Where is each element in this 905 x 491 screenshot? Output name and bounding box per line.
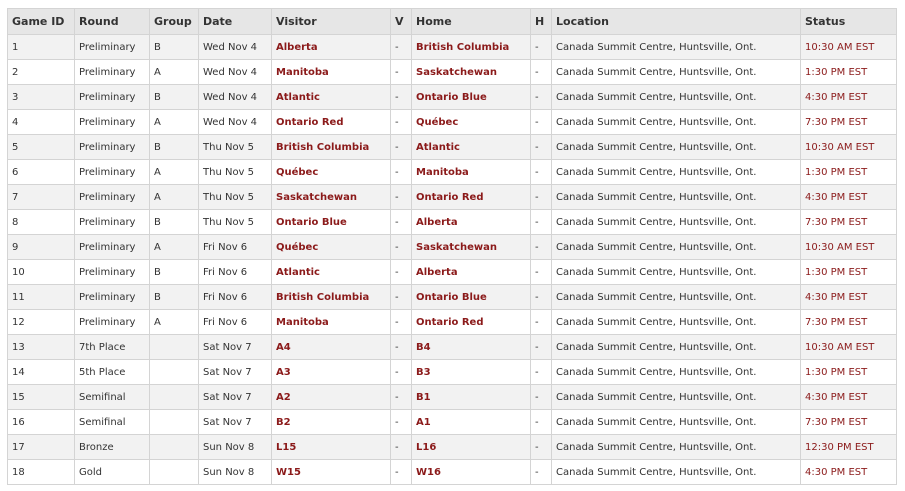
cell-location: Canada Summit Centre, Huntsville, Ont. (552, 285, 801, 310)
home-team-link[interactable]: Québec (412, 110, 531, 135)
visitor-team-link[interactable]: British Columbia (272, 285, 391, 310)
table-row (8, 85, 897, 110)
visitor-team-link[interactable]: Manitoba (272, 60, 391, 85)
cell-date: Fri Nov 6 (199, 260, 272, 285)
cell-round: 7th Place (75, 335, 150, 360)
home-team-link[interactable]: Atlantic (412, 135, 531, 160)
cell-date: Sun Nov 8 (199, 460, 272, 485)
cell-visitor-score: - (391, 360, 412, 385)
cell-game-id: 1 (8, 35, 75, 60)
cell-location: Canada Summit Centre, Huntsville, Ont. (552, 310, 801, 335)
cell-date: Wed Nov 4 (199, 35, 272, 60)
table-row (8, 260, 897, 285)
cell-date: Sat Nov 7 (199, 385, 272, 410)
cell-group: A (150, 110, 199, 135)
cell-round: Preliminary (75, 185, 150, 210)
cell-status: 7:30 PM EST (801, 310, 897, 335)
cell-visitor-score: - (391, 60, 412, 85)
cell-date: Wed Nov 4 (199, 60, 272, 85)
cell-visitor-score: - (391, 435, 412, 460)
cell-location: Canada Summit Centre, Huntsville, Ont. (552, 185, 801, 210)
header-date[interactable]: Date (199, 9, 272, 35)
table-row (8, 235, 897, 260)
visitor-team-link[interactable]: Alberta (272, 35, 391, 60)
cell-location: Canada Summit Centre, Huntsville, Ont. (552, 160, 801, 185)
home-team-link[interactable]: W16 (412, 460, 531, 485)
cell-date: Fri Nov 6 (199, 310, 272, 335)
cell-date: Wed Nov 4 (199, 85, 272, 110)
schedule-table (7, 8, 897, 485)
cell-status: 4:30 PM EST (801, 385, 897, 410)
cell-game-id: 5 (8, 135, 75, 160)
cell-round: Preliminary (75, 35, 150, 60)
cell-game-id: 12 (8, 310, 75, 335)
table-row (8, 410, 897, 435)
cell-game-id: 6 (8, 160, 75, 185)
header-visitor-score[interactable]: V (391, 9, 412, 35)
cell-status: 4:30 PM EST (801, 285, 897, 310)
cell-visitor-score: - (391, 135, 412, 160)
cell-home-score: - (531, 35, 552, 60)
visitor-team-link[interactable]: Québec (272, 235, 391, 260)
cell-status: 10:30 AM EST (801, 35, 897, 60)
cell-visitor-score: - (391, 235, 412, 260)
table-row (8, 135, 897, 160)
cell-group: A (150, 310, 199, 335)
cell-home-score: - (531, 410, 552, 435)
table-row (8, 385, 897, 410)
cell-game-id: 7 (8, 185, 75, 210)
cell-home-score: - (531, 260, 552, 285)
cell-location: Canada Summit Centre, Huntsville, Ont. (552, 385, 801, 410)
cell-game-id: 15 (8, 385, 75, 410)
cell-round: Preliminary (75, 260, 150, 285)
cell-visitor-score: - (391, 210, 412, 235)
visitor-team-link[interactable]: Québec (272, 160, 391, 185)
cell-home-score: - (531, 110, 552, 135)
cell-visitor-score: - (391, 110, 412, 135)
cell-group (150, 360, 199, 385)
cell-visitor-score: - (391, 460, 412, 485)
header-round[interactable]: Round (75, 9, 150, 35)
table-body (8, 35, 897, 485)
home-team-link[interactable]: Saskatchewan (412, 60, 531, 85)
cell-home-score: - (531, 460, 552, 485)
cell-group: A (150, 185, 199, 210)
cell-group (150, 410, 199, 435)
table-row (8, 335, 897, 360)
visitor-team-link[interactable]: A2 (272, 385, 391, 410)
cell-group: B (150, 260, 199, 285)
cell-game-id: 18 (8, 460, 75, 485)
cell-location: Canada Summit Centre, Huntsville, Ont. (552, 335, 801, 360)
cell-round: Gold (75, 460, 150, 485)
cell-status: 1:30 PM EST (801, 360, 897, 385)
cell-location: Canada Summit Centre, Huntsville, Ont. (552, 460, 801, 485)
home-team-link[interactable]: B4 (412, 335, 531, 360)
visitor-team-link[interactable]: British Columbia (272, 135, 391, 160)
table-row (8, 435, 897, 460)
cell-status: 1:30 PM EST (801, 160, 897, 185)
cell-date: Sat Nov 7 (199, 360, 272, 385)
cell-round: Preliminary (75, 310, 150, 335)
cell-game-id: 3 (8, 85, 75, 110)
table-row (8, 185, 897, 210)
table-row (8, 310, 897, 335)
cell-status: 7:30 PM EST (801, 410, 897, 435)
cell-game-id: 14 (8, 360, 75, 385)
home-team-link[interactable]: Ontario Red (412, 310, 531, 335)
visitor-team-link[interactable]: L15 (272, 435, 391, 460)
cell-group: B (150, 35, 199, 60)
cell-location: Canada Summit Centre, Huntsville, Ont. (552, 210, 801, 235)
table-row (8, 160, 897, 185)
cell-visitor-score: - (391, 335, 412, 360)
home-team-link[interactable]: Alberta (412, 210, 531, 235)
cell-status: 1:30 PM EST (801, 60, 897, 85)
cell-home-score: - (531, 385, 552, 410)
cell-date: Sat Nov 7 (199, 410, 272, 435)
home-team-link[interactable]: B1 (412, 385, 531, 410)
cell-status: 7:30 PM EST (801, 210, 897, 235)
header-group[interactable]: Group (150, 9, 199, 35)
cell-visitor-score: - (391, 410, 412, 435)
cell-location: Canada Summit Centre, Huntsville, Ont. (552, 410, 801, 435)
cell-location: Canada Summit Centre, Huntsville, Ont. (552, 360, 801, 385)
cell-round: Bronze (75, 435, 150, 460)
cell-location: Canada Summit Centre, Huntsville, Ont. (552, 235, 801, 260)
cell-location: Canada Summit Centre, Huntsville, Ont. (552, 435, 801, 460)
home-team-link[interactable]: L16 (412, 435, 531, 460)
cell-round: Preliminary (75, 210, 150, 235)
cell-game-id: 8 (8, 210, 75, 235)
home-team-link[interactable]: Saskatchewan (412, 235, 531, 260)
cell-home-score: - (531, 160, 552, 185)
cell-home-score: - (531, 310, 552, 335)
schedule-container (7, 8, 896, 485)
visitor-team-link[interactable]: Ontario Blue (272, 210, 391, 235)
cell-round: Preliminary (75, 110, 150, 135)
cell-status: 12:30 PM EST (801, 435, 897, 460)
table-row (8, 110, 897, 135)
header-visitor[interactable]: Visitor (272, 9, 391, 35)
cell-group (150, 335, 199, 360)
cell-round: Preliminary (75, 85, 150, 110)
visitor-team-link[interactable]: B2 (272, 410, 391, 435)
cell-game-id: 13 (8, 335, 75, 360)
header-home[interactable]: Home (412, 9, 531, 35)
cell-date: Fri Nov 6 (199, 285, 272, 310)
cell-visitor-score: - (391, 385, 412, 410)
cell-game-id: 17 (8, 435, 75, 460)
cell-visitor-score: - (391, 310, 412, 335)
cell-round: Preliminary (75, 135, 150, 160)
cell-round: Semifinal (75, 385, 150, 410)
cell-visitor-score: - (391, 160, 412, 185)
cell-round: Preliminary (75, 160, 150, 185)
cell-group: A (150, 235, 199, 260)
cell-location: Canada Summit Centre, Huntsville, Ont. (552, 135, 801, 160)
header-home-score[interactable]: H (531, 9, 552, 35)
cell-group: A (150, 60, 199, 85)
cell-status: 1:30 PM EST (801, 260, 897, 285)
home-team-link[interactable]: Ontario Red (412, 185, 531, 210)
cell-group: B (150, 285, 199, 310)
cell-visitor-score: - (391, 285, 412, 310)
cell-group: B (150, 85, 199, 110)
cell-date: Thu Nov 5 (199, 185, 272, 210)
cell-date: Wed Nov 4 (199, 110, 272, 135)
table-row (8, 35, 897, 60)
cell-game-id: 16 (8, 410, 75, 435)
visitor-team-link[interactable]: W15 (272, 460, 391, 485)
cell-round: Preliminary (75, 285, 150, 310)
cell-round: Preliminary (75, 60, 150, 85)
home-team-link[interactable]: B3 (412, 360, 531, 385)
cell-home-score: - (531, 335, 552, 360)
cell-status: 4:30 PM EST (801, 85, 897, 110)
home-team-link[interactable]: Ontario Blue (412, 285, 531, 310)
home-team-link[interactable]: A1 (412, 410, 531, 435)
cell-date: Sat Nov 7 (199, 335, 272, 360)
header-status[interactable]: Status (801, 9, 897, 35)
cell-location: Canada Summit Centre, Huntsville, Ont. (552, 260, 801, 285)
cell-home-score: - (531, 185, 552, 210)
cell-visitor-score: - (391, 35, 412, 60)
cell-location: Canada Summit Centre, Huntsville, Ont. (552, 85, 801, 110)
cell-location: Canada Summit Centre, Huntsville, Ont. (552, 60, 801, 85)
cell-status: 10:30 AM EST (801, 135, 897, 160)
visitor-team-link[interactable]: Ontario Red (272, 110, 391, 135)
cell-home-score: - (531, 60, 552, 85)
home-team-link[interactable]: Alberta (412, 260, 531, 285)
table-row (8, 460, 897, 485)
cell-home-score: - (531, 235, 552, 260)
visitor-team-link[interactable]: Manitoba (272, 310, 391, 335)
cell-group (150, 435, 199, 460)
cell-visitor-score: - (391, 185, 412, 210)
cell-game-id: 9 (8, 235, 75, 260)
cell-visitor-score: - (391, 85, 412, 110)
visitor-team-link[interactable]: Atlantic (272, 85, 391, 110)
cell-status: 4:30 PM EST (801, 185, 897, 210)
cell-visitor-score: - (391, 260, 412, 285)
cell-round: 5th Place (75, 360, 150, 385)
header-location[interactable]: Location (552, 9, 801, 35)
cell-home-score: - (531, 285, 552, 310)
visitor-team-link[interactable]: A4 (272, 335, 391, 360)
cell-home-score: - (531, 135, 552, 160)
table-row (8, 285, 897, 310)
home-team-link[interactable]: Ontario Blue (412, 85, 531, 110)
header-game-id[interactable]: Game ID (8, 9, 75, 35)
table-header (8, 9, 897, 35)
cell-game-id: 4 (8, 110, 75, 135)
cell-round: Preliminary (75, 235, 150, 260)
cell-status: 10:30 AM EST (801, 335, 897, 360)
cell-date: Thu Nov 5 (199, 160, 272, 185)
table-row (8, 60, 897, 85)
cell-date: Thu Nov 5 (199, 135, 272, 160)
cell-location: Canada Summit Centre, Huntsville, Ont. (552, 35, 801, 60)
cell-game-id: 2 (8, 60, 75, 85)
header-row (8, 9, 897, 35)
home-team-link[interactable]: British Columbia (412, 35, 531, 60)
cell-home-score: - (531, 360, 552, 385)
cell-status: 4:30 PM EST (801, 460, 897, 485)
cell-group (150, 460, 199, 485)
cell-home-score: - (531, 85, 552, 110)
cell-date: Fri Nov 6 (199, 235, 272, 260)
cell-status: 10:30 AM EST (801, 235, 897, 260)
cell-group: A (150, 160, 199, 185)
cell-location: Canada Summit Centre, Huntsville, Ont. (552, 110, 801, 135)
cell-group: B (150, 135, 199, 160)
home-team-link[interactable]: Manitoba (412, 160, 531, 185)
table-row (8, 360, 897, 385)
visitor-team-link[interactable]: Atlantic (272, 260, 391, 285)
table-row (8, 210, 897, 235)
cell-game-id: 11 (8, 285, 75, 310)
cell-home-score: - (531, 210, 552, 235)
cell-date: Sun Nov 8 (199, 435, 272, 460)
cell-group: B (150, 210, 199, 235)
cell-game-id: 10 (8, 260, 75, 285)
cell-home-score: - (531, 435, 552, 460)
visitor-team-link[interactable]: A3 (272, 360, 391, 385)
cell-date: Thu Nov 5 (199, 210, 272, 235)
cell-status: 7:30 PM EST (801, 110, 897, 135)
cell-round: Semifinal (75, 410, 150, 435)
cell-group (150, 385, 199, 410)
visitor-team-link[interactable]: Saskatchewan (272, 185, 391, 210)
